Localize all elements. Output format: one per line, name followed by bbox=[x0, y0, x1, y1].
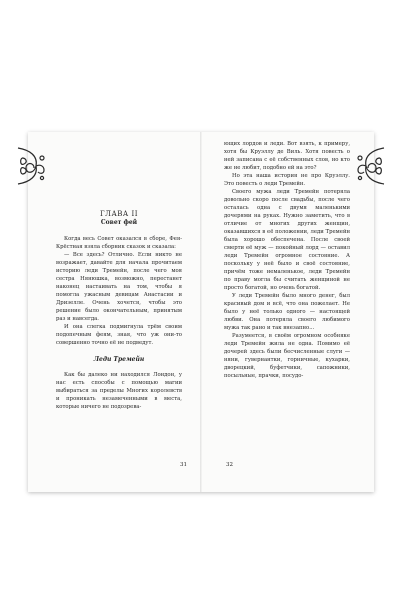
paragraph: — Все здесь? Отлично. Если никто не возражает, давайте для начала прочитаем историю леди Тремейн, после чего моя сестра Нянюшка, возможно, перестанет наконец настаивать на том, чтобы я помогла ужасным девицам Анастасии и Дризелле. Очень хочется, чтобы это решение было окончательным, принятым раз и навсегда. bbox=[56, 252, 182, 322]
right-page-text bbox=[224, 140, 350, 380]
paragraph: Но эта наша история не про Круэллу. Это повесть о леди Тремейн. bbox=[224, 173, 350, 187]
paragraph: Когда весь Совет оказался в сборе, Фея-Крёстная взяла сборник сказок и сказала: bbox=[56, 236, 182, 250]
chapter-title: Совет фей bbox=[100, 219, 138, 226]
paragraph: У леди Тремейн было много денег, был красивый дом и всё, что она пожелает. Не было у неё только одного — настоящей любви. Она потеряла своего любимого мужа так рано и так внезапно... bbox=[224, 293, 350, 331]
left-page bbox=[28, 132, 200, 492]
paragraph: Как бы далеко ни находился Лондон, у нас есть способы с помощью магии выбираться за пределы Многих королевств и проникать незамеченными в места, которые ничего не подозрева- bbox=[56, 372, 182, 410]
paragraph: ющих лордов и леди. Вот взять, к примеру, хотя бы Круэллу де Виль. Хотя повесть о ней записана с её собственных слов, но кто же не любит, подобно ей на это? bbox=[224, 141, 350, 171]
paragraph: Своего мужа леди Тремейн потеряла довольно скоро после свадьбы, после чего осталась одна с двумя маленькими дочерями на руках. Нужно заметить, что в отличие от многих других женщин, оказавшихся в её положении, леди Тремейн была хорошо обеспечена. После своей смерти её муж — покойный лорд — оставил леди Тремейн огромное состояние. А поскольку у неё было и своё состояние, причём тоже немаленькое, леди Тремейн по праву могла бы считать женщиной не просто богатой, но очень богатой. bbox=[224, 189, 350, 291]
page-number: 31 bbox=[180, 462, 187, 468]
paragraph: И она слегка подмигнула трём своим подопечным феям, зная, что уж они-то совершенно точно её не подведут. bbox=[56, 324, 182, 346]
left-page-text bbox=[56, 210, 182, 411]
book-spread bbox=[28, 132, 374, 492]
section-title: Леди Тремейн bbox=[93, 356, 145, 363]
paragraph: Разумеется, в своём огромном особняке леди Тремейн жила не одна. Помимо её дочерей здесь были бесчисленные слуги — няни, гувернантки, горничные, кухарки, дворецкий, буфетчики, сапожники, посыльные, прачки, посудо- bbox=[224, 333, 350, 379]
corner-ornament-left-icon bbox=[16, 144, 48, 188]
corner-ornament-right-icon bbox=[354, 144, 386, 188]
right-page bbox=[202, 132, 374, 492]
page-number: 32 bbox=[226, 462, 233, 468]
chapter-label: ГЛАВА II bbox=[100, 210, 138, 218]
